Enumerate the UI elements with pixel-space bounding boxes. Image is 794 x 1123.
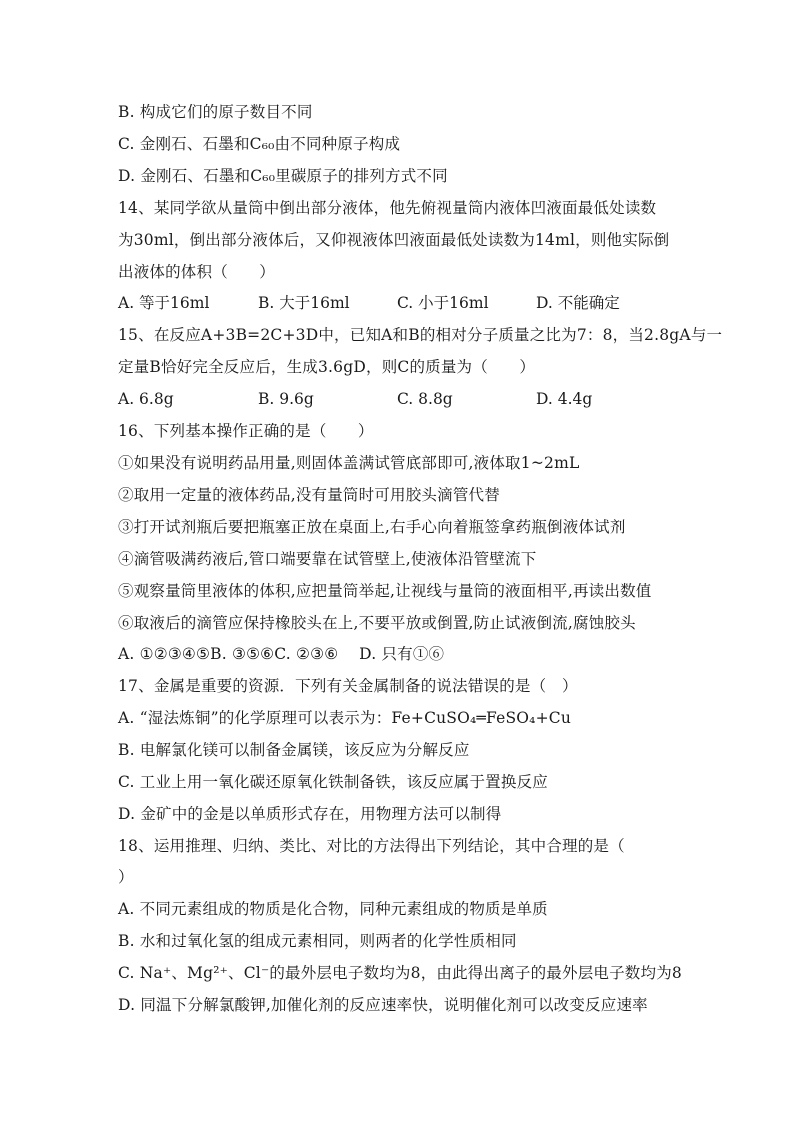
q17-option-d: D. 金矿中的金是以单质形式存在，用物理方法可以制得	[118, 805, 502, 823]
q14-stem-line-3: 出液体的体积（ ）	[118, 263, 276, 281]
q14-stem-line-2: 为30ml，倒出部分液体后，又仰视液体凹液面最低处读数为14ml，则他实际倒	[118, 231, 670, 249]
q18-option-c: C. Na⁺、Mg²⁺、Cl⁻的最外层电子数均为8，由此得出离子的最外层电子数均为8	[118, 964, 682, 982]
q15-option-b: B. 9.6g	[258, 390, 314, 408]
q14-stem-line-1: 14、某同学欲从量筒中倒出部分液体，他先俯视量筒内液体凹液面最低处读数	[118, 199, 657, 217]
q18-option-b: B. 水和过氧化氢的组成元素相同，则两者的化学性质相同	[118, 932, 517, 950]
q16-item-3: ③打开试剂瓶后要把瓶塞正放在桌面上,右手心向着瓶签拿药瓶倒液体试剂	[118, 518, 626, 536]
q17-stem: 17、金属是重要的资源．下列有关金属制备的说法错误的是（ ）	[118, 677, 578, 695]
q14-option-c: C. 小于16ml	[397, 294, 489, 312]
q14-option-a: A. 等于16ml	[118, 294, 210, 312]
q14-option-d: D. 不能确定	[536, 294, 620, 312]
q16-item-5: ⑤观察量筒里液体的体积,应把量筒举起,让视线与量筒的液面相平,再读出数值	[118, 582, 652, 600]
q16-item-6: ⑥取液后的滴管应保持橡胶头在上,不要平放或倒置,防止试液倒流,腐蚀胶头	[118, 614, 636, 632]
q13-option-d: D. 金刚石、石墨和C₆₀里碳原子的排列方式不同	[118, 167, 448, 185]
q14-option-b: B. 大于16ml	[258, 294, 350, 312]
q15-option-d: D. 4.4g	[536, 390, 593, 408]
q15-option-c: C. 8.8g	[397, 390, 453, 408]
q16-item-1: ①如果没有说明药品用量,则固体盖满试管底部即可,液体取1~2mL	[118, 454, 580, 472]
q13-option-b: B. 构成它们的原子数目不同	[118, 103, 313, 121]
q16-stem: 16、下列基本操作正确的是（ ）	[118, 422, 374, 440]
q17-option-b: B. 电解氯化镁可以制备金属镁，该反应为分解反应	[118, 741, 470, 759]
q15-stem-line-1: 15、在反应A+3B=2C+3D中，已知A和B的相对分子质量之比为7：8，当2.8gA与一	[118, 326, 723, 344]
q15-option-a: A. 6.8g	[118, 390, 174, 408]
q13-option-c: C. 金刚石、石墨和C₆₀由不同种原子构成	[118, 135, 401, 153]
q17-option-c: C. 工业上用一氧化碳还原氧化铁制备铁，该反应属于置换反应	[118, 773, 548, 791]
q18-option-a: A. 不同元素组成的物质是化合物，同种元素组成的物质是单质	[118, 900, 548, 918]
q16-item-2: ②取用一定量的液体药品,没有量筒时可用胶头滴管代替	[118, 486, 500, 504]
q16-options: A. ①②③④⑤B. ③⑤⑥C. ②③⑥ D. 只有①⑥	[118, 645, 445, 663]
q18-stem-line-2: ）	[118, 868, 134, 886]
q16-item-4: ④滴管吸满药液后,管口端要靠在试管壁上,使液体沿管壁流下	[118, 550, 537, 568]
q15-stem-line-2: 定量B恰好完全反应后，生成3.6gD，则C的质量为（ ）	[118, 358, 536, 376]
q18-option-d: D. 同温下分解氯酸钾,加催化剂的反应速率快，说明催化剂可以改变反应速率	[118, 996, 648, 1014]
q17-option-a: A. “湿法炼铜”的化学原理可以表示为：Fe+CuSO₄═FeSO₄+Cu	[118, 709, 572, 727]
q18-stem-line-1: 18、运用推理、归纳、类比、对比的方法得出下列结论，其中合理的是（	[118, 837, 625, 855]
